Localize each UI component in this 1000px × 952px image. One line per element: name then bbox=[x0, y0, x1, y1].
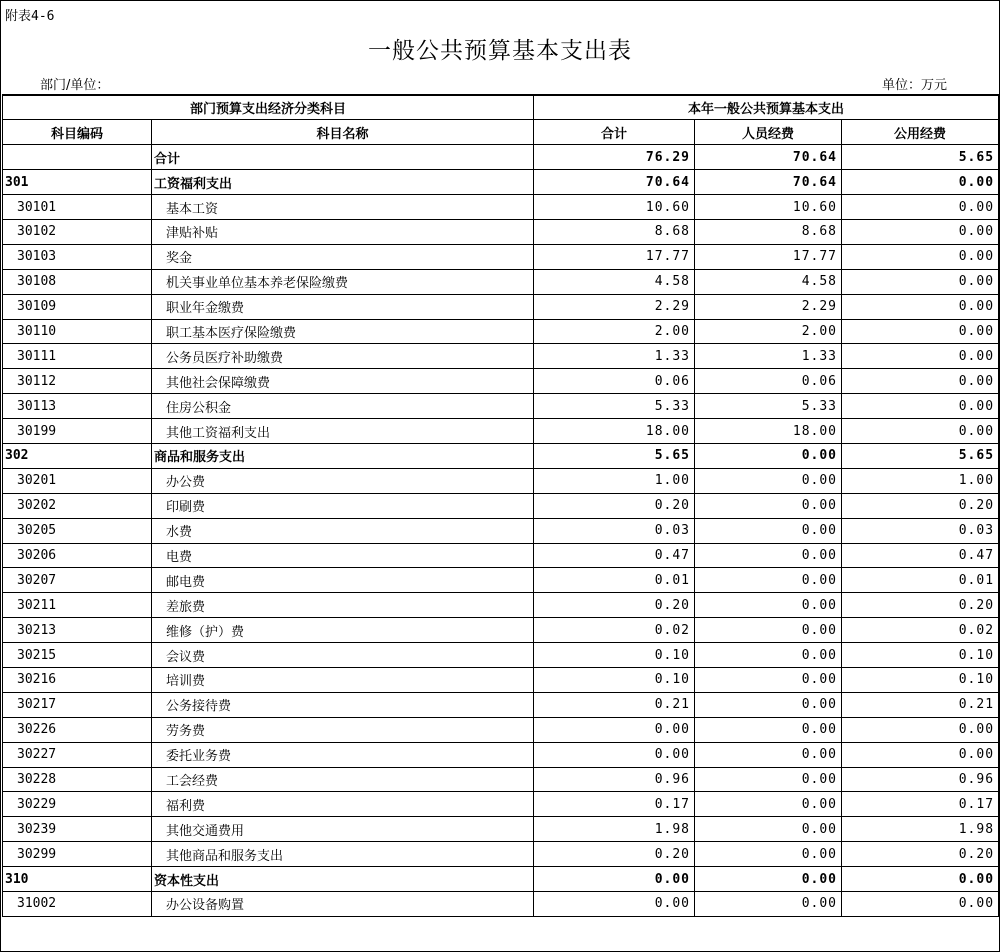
row-public: 0.00 bbox=[842, 369, 999, 394]
row-personnel: 2.00 bbox=[695, 319, 842, 344]
row-public: 0.21 bbox=[842, 692, 999, 717]
row-personnel: 0.00 bbox=[695, 468, 842, 493]
row-name: 办公费 bbox=[152, 468, 534, 493]
row-personnel: 8.68 bbox=[695, 219, 842, 244]
row-public: 0.96 bbox=[842, 767, 999, 792]
table-row bbox=[3, 892, 999, 917]
table-row bbox=[3, 269, 999, 294]
budget-table bbox=[2, 94, 999, 917]
row-public: 0.10 bbox=[842, 667, 999, 692]
row-personnel: 5.33 bbox=[695, 394, 842, 419]
row-public: 1.00 bbox=[842, 468, 999, 493]
row-name: 职工基本医疗保险缴费 bbox=[152, 319, 534, 344]
annex-label: 附表4-6 bbox=[5, 9, 55, 24]
row-total: 5.65 bbox=[534, 443, 695, 468]
row-code: 30199 bbox=[3, 419, 152, 444]
row-name: 住房公积金 bbox=[152, 394, 534, 419]
row-name: 劳务费 bbox=[152, 717, 534, 742]
row-name: 资本性支出 bbox=[152, 867, 534, 892]
header-code: 科目编码 bbox=[3, 120, 152, 145]
row-public: 0.10 bbox=[842, 643, 999, 668]
row-total: 0.20 bbox=[534, 842, 695, 867]
row-public: 0.20 bbox=[842, 593, 999, 618]
row-public: 0.00 bbox=[842, 219, 999, 244]
row-code: 30229 bbox=[3, 792, 152, 817]
row-personnel: 0.00 bbox=[695, 792, 842, 817]
table-row bbox=[3, 319, 999, 344]
row-name: 福利费 bbox=[152, 792, 534, 817]
table-row bbox=[3, 294, 999, 319]
table-row bbox=[3, 692, 999, 717]
row-name: 其他社会保障缴费 bbox=[152, 369, 534, 394]
row-total: 0.03 bbox=[534, 518, 695, 543]
row-personnel: 17.77 bbox=[695, 244, 842, 269]
row-total: 10.60 bbox=[534, 195, 695, 220]
row-total: 2.00 bbox=[534, 319, 695, 344]
row-total: 0.02 bbox=[534, 618, 695, 643]
row-personnel: 0.00 bbox=[695, 618, 842, 643]
row-code: 30112 bbox=[3, 369, 152, 394]
row-name: 培训费 bbox=[152, 667, 534, 692]
row-name: 公务员医疗补助缴费 bbox=[152, 344, 534, 369]
row-code: 30299 bbox=[3, 842, 152, 867]
row-code: 30227 bbox=[3, 742, 152, 767]
table-row bbox=[3, 468, 999, 493]
unit-label: 单位：万元 bbox=[882, 78, 948, 93]
row-code: 30202 bbox=[3, 493, 152, 518]
row-total: 8.68 bbox=[534, 219, 695, 244]
header-basic-expenditure: 本年一般公共预算基本支出 bbox=[534, 95, 999, 120]
row-name: 机关事业单位基本养老保险缴费 bbox=[152, 269, 534, 294]
header-total: 合计 bbox=[534, 120, 695, 145]
table-row bbox=[3, 618, 999, 643]
row-public: 0.00 bbox=[842, 892, 999, 917]
row-code: 30226 bbox=[3, 717, 152, 742]
row-name: 基本工资 bbox=[152, 195, 534, 220]
table-row bbox=[3, 792, 999, 817]
table-row bbox=[3, 543, 999, 568]
table-row bbox=[3, 593, 999, 618]
table-row bbox=[3, 568, 999, 593]
table-row bbox=[3, 817, 999, 842]
header-personnel: 人员经费 bbox=[695, 120, 842, 145]
row-total: 0.47 bbox=[534, 543, 695, 568]
row-code: 30206 bbox=[3, 543, 152, 568]
row-code: 30228 bbox=[3, 767, 152, 792]
table-row bbox=[3, 244, 999, 269]
row-total: 0.20 bbox=[534, 493, 695, 518]
row-total: 0.17 bbox=[534, 792, 695, 817]
row-personnel: 0.00 bbox=[695, 867, 842, 892]
row-total: 17.77 bbox=[534, 244, 695, 269]
row-public: 5.65 bbox=[842, 443, 999, 468]
header-row bbox=[3, 120, 999, 145]
row-name: 津贴补贴 bbox=[152, 219, 534, 244]
row-personnel: 0.00 bbox=[695, 443, 842, 468]
row-personnel: 0.06 bbox=[695, 369, 842, 394]
row-personnel: 0.00 bbox=[695, 742, 842, 767]
row-personnel: 2.29 bbox=[695, 294, 842, 319]
row-name: 工会经费 bbox=[152, 767, 534, 792]
row-total: 0.01 bbox=[534, 568, 695, 593]
table-row bbox=[3, 419, 999, 444]
row-public: 0.00 bbox=[842, 867, 999, 892]
row-public: 0.00 bbox=[842, 195, 999, 220]
row-public: 0.00 bbox=[842, 344, 999, 369]
row-name: 会议费 bbox=[152, 643, 534, 668]
table-row bbox=[3, 443, 999, 468]
row-personnel: 0.00 bbox=[695, 518, 842, 543]
row-personnel: 4.58 bbox=[695, 269, 842, 294]
row-code: 30113 bbox=[3, 394, 152, 419]
table-row bbox=[3, 717, 999, 742]
header-classification: 部门预算支出经济分类科目 bbox=[3, 95, 534, 120]
row-total: 76.29 bbox=[534, 145, 695, 170]
row-name: 差旅费 bbox=[152, 593, 534, 618]
row-name: 其他交通费用 bbox=[152, 817, 534, 842]
header-public: 公用经费 bbox=[842, 120, 999, 145]
row-public: 0.20 bbox=[842, 842, 999, 867]
row-code: 30108 bbox=[3, 269, 152, 294]
row-code: 30205 bbox=[3, 518, 152, 543]
row-personnel: 1.33 bbox=[695, 344, 842, 369]
row-code: 30102 bbox=[3, 219, 152, 244]
row-total: 2.29 bbox=[534, 294, 695, 319]
row-public: 5.65 bbox=[842, 145, 999, 170]
row-name: 工资福利支出 bbox=[152, 170, 534, 195]
row-personnel: 70.64 bbox=[695, 170, 842, 195]
department-label: 部门/单位： bbox=[40, 78, 110, 93]
row-name: 奖金 bbox=[152, 244, 534, 269]
row-personnel: 0.00 bbox=[695, 842, 842, 867]
row-total: 0.10 bbox=[534, 643, 695, 668]
row-code: 310 bbox=[3, 867, 152, 892]
row-public: 0.00 bbox=[842, 244, 999, 269]
header-group-row bbox=[3, 95, 999, 120]
table-row bbox=[3, 394, 999, 419]
table-row bbox=[3, 344, 999, 369]
row-personnel: 18.00 bbox=[695, 419, 842, 444]
row-public: 0.00 bbox=[842, 170, 999, 195]
row-public: 0.00 bbox=[842, 717, 999, 742]
row-code bbox=[3, 145, 152, 170]
table-row bbox=[3, 170, 999, 195]
row-name: 维修（护）费 bbox=[152, 618, 534, 643]
row-total: 1.98 bbox=[534, 817, 695, 842]
row-code: 302 bbox=[3, 443, 152, 468]
row-public: 0.01 bbox=[842, 568, 999, 593]
row-total: 0.00 bbox=[534, 892, 695, 917]
row-name: 办公设备购置 bbox=[152, 892, 534, 917]
row-personnel: 0.00 bbox=[695, 543, 842, 568]
row-name: 电费 bbox=[152, 543, 534, 568]
row-personnel: 0.00 bbox=[695, 568, 842, 593]
row-public: 0.47 bbox=[842, 543, 999, 568]
row-name: 其他工资福利支出 bbox=[152, 419, 534, 444]
header-name: 科目名称 bbox=[152, 120, 534, 145]
row-personnel: 70.64 bbox=[695, 145, 842, 170]
row-name: 公务接待费 bbox=[152, 692, 534, 717]
row-total: 4.58 bbox=[534, 269, 695, 294]
row-total: 70.64 bbox=[534, 170, 695, 195]
row-personnel: 0.00 bbox=[695, 692, 842, 717]
table-row bbox=[3, 195, 999, 220]
row-public: 0.17 bbox=[842, 792, 999, 817]
row-code: 30211 bbox=[3, 593, 152, 618]
row-name: 印刷费 bbox=[152, 493, 534, 518]
row-public: 0.00 bbox=[842, 419, 999, 444]
row-public: 0.20 bbox=[842, 493, 999, 518]
table-row bbox=[3, 219, 999, 244]
row-code: 30111 bbox=[3, 344, 152, 369]
table-row bbox=[3, 767, 999, 792]
row-personnel: 10.60 bbox=[695, 195, 842, 220]
row-total: 1.33 bbox=[534, 344, 695, 369]
row-name: 合计 bbox=[152, 145, 534, 170]
row-total: 0.00 bbox=[534, 742, 695, 767]
row-total: 5.33 bbox=[534, 394, 695, 419]
row-code: 30217 bbox=[3, 692, 152, 717]
row-personnel: 0.00 bbox=[695, 667, 842, 692]
row-name: 职业年金缴费 bbox=[152, 294, 534, 319]
row-public: 0.00 bbox=[842, 394, 999, 419]
row-personnel: 0.00 bbox=[695, 593, 842, 618]
table-row bbox=[3, 667, 999, 692]
page-title: 一般公共预算基本支出表 bbox=[368, 38, 632, 64]
row-public: 0.03 bbox=[842, 518, 999, 543]
row-public: 1.98 bbox=[842, 817, 999, 842]
row-total: 0.96 bbox=[534, 767, 695, 792]
row-public: 0.00 bbox=[842, 742, 999, 767]
row-code: 30239 bbox=[3, 817, 152, 842]
table-row bbox=[3, 867, 999, 892]
row-name: 商品和服务支出 bbox=[152, 443, 534, 468]
row-total: 0.21 bbox=[534, 692, 695, 717]
row-total: 0.00 bbox=[534, 717, 695, 742]
row-code: 30216 bbox=[3, 667, 152, 692]
row-total: 1.00 bbox=[534, 468, 695, 493]
row-personnel: 0.00 bbox=[695, 643, 842, 668]
table-row bbox=[3, 145, 999, 170]
row-name: 委托业务费 bbox=[152, 742, 534, 767]
row-personnel: 0.00 bbox=[695, 892, 842, 917]
row-code: 30110 bbox=[3, 319, 152, 344]
row-code: 30213 bbox=[3, 618, 152, 643]
row-public: 0.00 bbox=[842, 319, 999, 344]
table-row bbox=[3, 742, 999, 767]
row-name: 邮电费 bbox=[152, 568, 534, 593]
row-code: 31002 bbox=[3, 892, 152, 917]
row-public: 0.00 bbox=[842, 269, 999, 294]
row-code: 30109 bbox=[3, 294, 152, 319]
row-name: 其他商品和服务支出 bbox=[152, 842, 534, 867]
row-code: 30101 bbox=[3, 195, 152, 220]
row-personnel: 0.00 bbox=[695, 493, 842, 518]
row-code: 30201 bbox=[3, 468, 152, 493]
row-personnel: 0.00 bbox=[695, 717, 842, 742]
row-total: 0.10 bbox=[534, 667, 695, 692]
row-public: 0.00 bbox=[842, 294, 999, 319]
row-public: 0.02 bbox=[842, 618, 999, 643]
row-code: 30103 bbox=[3, 244, 152, 269]
row-name: 水费 bbox=[152, 518, 534, 543]
table-row bbox=[3, 518, 999, 543]
row-code: 30215 bbox=[3, 643, 152, 668]
row-total: 0.20 bbox=[534, 593, 695, 618]
row-total: 18.00 bbox=[534, 419, 695, 444]
table-row bbox=[3, 842, 999, 867]
row-code: 30207 bbox=[3, 568, 152, 593]
row-personnel: 0.00 bbox=[695, 817, 842, 842]
row-personnel: 0.00 bbox=[695, 767, 842, 792]
table-row bbox=[3, 493, 999, 518]
row-total: 0.00 bbox=[534, 867, 695, 892]
table-row bbox=[3, 369, 999, 394]
table-row bbox=[3, 643, 999, 668]
row-total: 0.06 bbox=[534, 369, 695, 394]
row-code: 301 bbox=[3, 170, 152, 195]
